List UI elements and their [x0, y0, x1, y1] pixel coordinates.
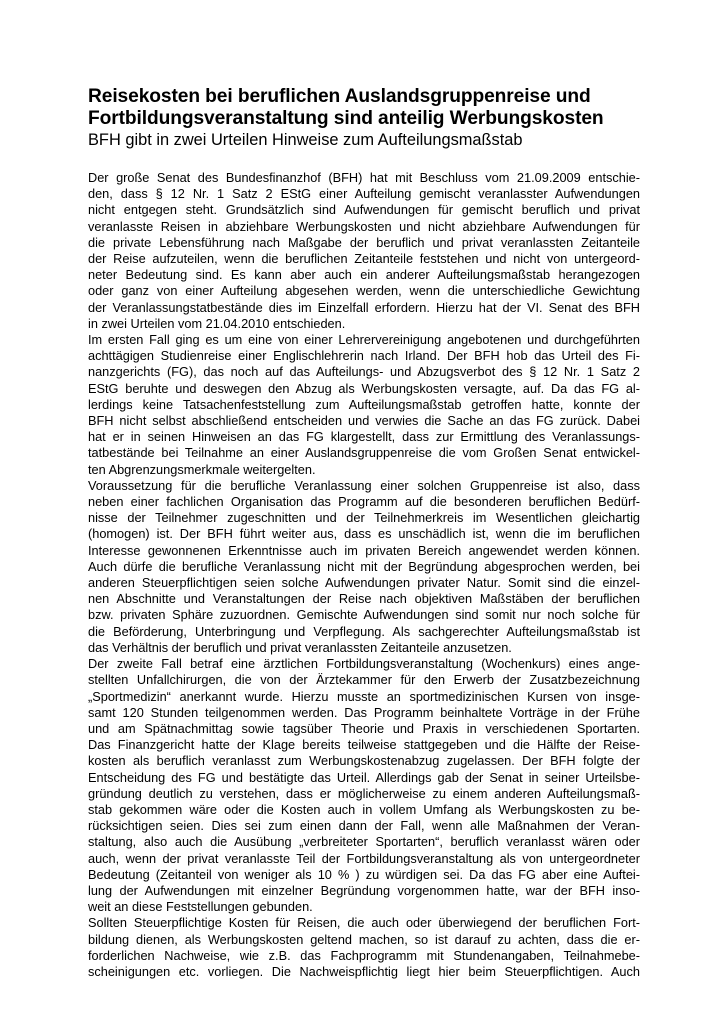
- body-paragraph: [88, 478, 640, 656]
- paragraph-line: der Reise aufzuteilen, wenn die beruflichen Zeitanteile feststehen und nicht von untergeord-: [88, 251, 640, 267]
- document-subtitle: BFH gibt in zwei Urteilen Hinweise zum Aufteilungsmaßstab: [88, 131, 523, 149]
- paragraph-line: anderen Steuerpflichtigen seien solche Aufwendungen privater Natur. Somit sind die einzel-: [88, 575, 640, 591]
- body-paragraph: [88, 332, 640, 478]
- paragraph-line: staltung, also auch die Ausübung „verbreiteter Sportarten“, beruflich veranlasst wären oder: [88, 834, 640, 850]
- document-body: [88, 170, 640, 980]
- paragraph-line: EStG beruhte und deswegen den Abzug als Werbungskosten versagte, auf. Da das FG al-: [88, 380, 640, 396]
- paragraph-line: kosten als beruflich veranlasst zum Werbungskostenabzug zugelassen. Der BFH folgte der: [88, 753, 640, 769]
- paragraph-line: BFH nicht selbst abschließend entscheiden und verwies die Sache an das FG zurück. Dabei: [88, 413, 640, 429]
- paragraph-line: lerdings keine Tatsachenfeststellung zum Aufteilungsmaßstab getroffen hatte, konnte der: [88, 396, 640, 412]
- paragraph-line: bildung dienen, als Werbungskosten geltend machen, so ist darauf zu achten, dass die er-: [88, 931, 640, 947]
- paragraph-line: gründung deutlich zu verstehen, dass er möglicherweise zu einem anderen Aufteilungsmaß-: [88, 785, 640, 801]
- paragraph-line: Der große Senat des Bundesfinanzhof (BFH) hat mit Beschluss vom 21.09.2009 entschie-: [88, 170, 640, 185]
- paragraph-line: auch, wenn der privat veranlasste Teil der Fortbildungsveranstaltung als von untergeordneter: [88, 850, 640, 866]
- paragraph-line: die private Lebensführung nach Maßgabe der beruflich und privat veranlassten Zeitanteile: [88, 234, 640, 250]
- paragraph-line: lung der Aufwendungen mit einzelner Begründung vorgenommen hatte, war der BFH inso-: [88, 882, 640, 898]
- paragraph-line: den, dass § 12 Nr. 1 Satz 2 EStG einer Aufteilung gemischt veranlasster Aufwendungen: [88, 186, 640, 202]
- paragraph-line: in zwei Urteilen vom 21.04.2010 entschieden.: [88, 315, 346, 331]
- paragraph-line: Das Finanzgericht hatte der Klage bereits teilweise stattgegeben und die Hälfte der Reise-: [88, 737, 640, 753]
- paragraph-line: Interesse gewonnenen Erkenntnisse auch im privaten Bereich angewendet werden können.: [88, 542, 640, 558]
- paragraph-line: oder ganz von einer Aufteilung abgesehen werden, wenn die unterschiedliche Gewichtung: [88, 283, 640, 299]
- paragraph-line: Bedeutung (Zeitanteil von weniger als 10 % ) zu würdigen sei. Da das FG aber eine Auftei-: [88, 866, 640, 882]
- document-title: [88, 86, 640, 130]
- body-paragraph: [88, 656, 640, 915]
- paragraph-line: bzw. privaten Sphäre zuzuordnen. Gemischte Aufwendungen sind somit nur noch solche für: [88, 607, 640, 623]
- paragraph-line: veranlasste Reisen in abziehbare Werbungskosten und nicht abziehbare Aufwendungen für: [88, 218, 640, 234]
- paragraph-line: forderlichen Nachweise, wie z.B. das Fachprogramm mit Stundenangaben, Teilnahmebe-: [88, 947, 640, 963]
- body-paragraph: [88, 915, 640, 980]
- body-paragraph: [88, 170, 640, 332]
- paragraph-line: die Beförderung, Unterbringung und Verpflegung. Als sachgerechter Aufteilungsmaßstab ist: [88, 623, 640, 639]
- paragraph-line: Entscheidung des FG und bestätigte das Urteil. Allerdings gab der Senat in seiner Urteilsbe-: [88, 769, 640, 785]
- document-page: [88, 86, 640, 980]
- paragraph-line: Der zweite Fall betraf eine ärztlichen Fortbildungsveranstaltung (Wochenkurs) eines ange-: [88, 656, 640, 672]
- paragraph-line: ten Abgrenzungsmerkmale weitergelten.: [88, 461, 316, 477]
- paragraph-line: Im ersten Fall ging es um eine von einer Lehrervereinigung angebotenen und durchgeführten: [88, 332, 640, 348]
- paragraph-line: achttägigen Studienreise einer Englischlehrerin nach Irland. Der BFH hob das Urteil des Fi-: [88, 348, 640, 364]
- paragraph-line: Voraussetzung für die berufliche Veranlassung einer solchen Gruppenreise ist also, dass: [88, 477, 640, 493]
- title-line: Reisekosten bei beruflichen Auslandsgruppenreise und: [88, 86, 591, 107]
- paragraph-line: Auch dürfe die berufliche Veranlassung nicht mit der Begründung abgesprochen werden, bei: [88, 558, 640, 574]
- paragraph-line: nisse der Teilnehmer zugeschnitten und der Teilnehmerkreis im Wesentlichen gleichartig: [88, 510, 640, 526]
- paragraph-line: weit an diese Feststellungen gebunden.: [88, 899, 313, 915]
- paragraph-line: stellten Unfallchirurgen, die von der Ärztekammer für den Erwerb der Zusatzbezeichnung: [88, 672, 640, 688]
- paragraph-line: rücksichtigen seien. Dies sei zum einen dann der Fall, wenn alle Maßnahmen der Veran-: [88, 818, 640, 834]
- paragraph-line: tatbestände bei Teilnahme an einer Auslandsgruppenreise die vom Großen Senat entwickel-: [88, 445, 640, 461]
- paragraph-line: samt 120 Stunden teilgenommen werden. Das Programm beinhaltete Vorträge in der Frühe: [88, 704, 640, 720]
- title-line: Fortbildungsveranstaltung sind anteilig Werbungskosten: [88, 108, 604, 129]
- paragraph-line: und am Spätnachmittag sowie tagsüber Theorie und Praxis in verschiedenen Sportarten.: [88, 720, 640, 736]
- paragraph-line: das Verhältnis der beruflich und privat veranlassten Zeitanteile anzusetzen.: [88, 639, 512, 655]
- paragraph-line: neben einer fachlichen Organisation das Programm auf die besonderen beruflichen Bedürf-: [88, 494, 640, 510]
- paragraph-line: „Sportmedizin“ anerkannt wurde. Hierzu musste an sportmedizinischen Kursen von insge-: [88, 688, 640, 704]
- paragraph-line: nicht entgegen steht. Grundsätzlich sind Aufwendungen für gemischt beruflich und privat: [88, 202, 640, 218]
- paragraph-line: Sollten Steuerpflichtige Kosten für Reisen, die auch oder überwiegend der beruflichen Fort-: [88, 915, 640, 931]
- paragraph-line: scheinigungen etc. vorliegen. Die Nachweispflichtig liegt hier beim Steuerpflichtigen. Auch: [88, 963, 640, 979]
- paragraph-line: neter Bedeutung sind. Es kann aber auch ein anderer Aufteilungsmaßstab herangezogen: [88, 267, 640, 283]
- paragraph-line: der Veranlassungstatbestände dies im Einzelfall erfordern. Hierzu hat der VI. Senat des BFH: [88, 299, 640, 315]
- paragraph-line: nen Abschnitte und Veranstaltungen der Reise nach objektiven Maßstäben der beruflichen: [88, 591, 640, 607]
- paragraph-line: (homogen) ist. Der BFH führt weiter aus, dass es unschädlich ist, wenn die im beruflichen: [88, 526, 640, 542]
- paragraph-line: nanzgerichts (FG), das noch auf das Aufteilungs- und Abzugsverbot des § 12 Nr. 1 Satz 2: [88, 364, 640, 380]
- paragraph-line: hat er in seinen Hinweisen an das FG klargestellt, dass zur Ermittlung des Veranlassungs-: [88, 429, 640, 445]
- paragraph-line: stab gekommen wäre oder die Kosten auch in vollem Umfang als Werbungskosten zu be-: [88, 801, 640, 817]
